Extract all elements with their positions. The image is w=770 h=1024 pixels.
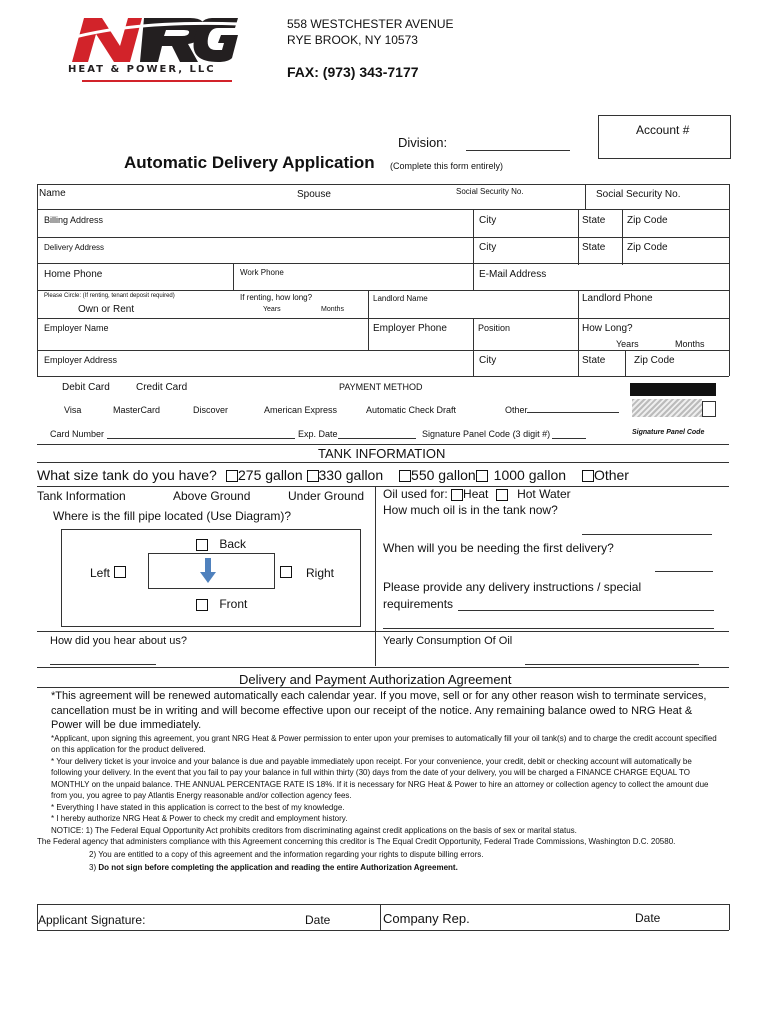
yearly-consumption-label: Yearly Consumption Of Oil bbox=[383, 635, 513, 647]
back-option[interactable] bbox=[196, 537, 246, 551]
oil-amount-field[interactable] bbox=[582, 534, 712, 535]
front-label: Front bbox=[219, 597, 248, 611]
tank-other-checkbox[interactable] bbox=[582, 470, 594, 482]
mastercard-option[interactable]: MasterCard bbox=[113, 405, 161, 415]
tank-275-label: 275 gallon bbox=[238, 467, 303, 483]
logo-subtitle: HEAT & POWER, LLC bbox=[68, 64, 216, 75]
work-phone-field[interactable]: Work Phone bbox=[240, 268, 284, 277]
employer-city-field[interactable]: City bbox=[479, 355, 497, 366]
tank-section-title: TANK INFORMATION bbox=[318, 446, 446, 461]
signature-code-field[interactable] bbox=[552, 438, 586, 439]
billing-zip-field[interactable]: Zip Code bbox=[627, 215, 668, 226]
signature-panel-image bbox=[630, 383, 716, 439]
tank-other-label: Other bbox=[593, 467, 629, 483]
right-label: Right bbox=[306, 566, 335, 580]
agreement-title: Delivery and Payment Authorization Agreement bbox=[239, 672, 512, 687]
amex-option[interactable]: American Express bbox=[264, 405, 338, 415]
tank-1000-checkbox[interactable] bbox=[476, 470, 488, 482]
above-ground-option[interactable]: Above Ground bbox=[173, 489, 251, 503]
address-line-1: 558 WESTCHESTER AVENUE bbox=[287, 17, 454, 31]
right-checkbox[interactable] bbox=[280, 566, 292, 578]
discover-option[interactable]: Discover bbox=[193, 405, 229, 415]
employment-years-label: Years bbox=[616, 339, 639, 349]
signature-top-rule bbox=[37, 904, 729, 905]
tank-section-top-rule bbox=[37, 444, 729, 445]
tank-size-options bbox=[226, 467, 629, 483]
agreement-notice-1: NOTICE: 1) The Federal Equal Opportunity Act prohibits creditors from discriminating against credit applications on the basis of sex or marital status. bbox=[51, 825, 577, 835]
card-magstripe bbox=[630, 383, 716, 396]
signature-right-edge bbox=[729, 904, 730, 930]
hot-water-checkbox[interactable] bbox=[496, 489, 508, 501]
tank-info-label: Tank Information bbox=[37, 489, 126, 503]
tank-550-checkbox[interactable] bbox=[399, 470, 411, 482]
tank-1000-label: 1000 gallon bbox=[493, 467, 567, 483]
fill-pipe-question: Where is the fill pipe located (Use Diagram)? bbox=[53, 509, 292, 523]
tank-330-checkbox[interactable] bbox=[307, 470, 319, 482]
address-line-2: RYE BROOK, NY 10573 bbox=[287, 33, 418, 47]
form-title: Automatic Delivery Application bbox=[124, 153, 375, 172]
home-phone-field[interactable]: Home Phone bbox=[44, 269, 103, 280]
division-field[interactable] bbox=[466, 150, 570, 151]
back-checkbox[interactable] bbox=[196, 539, 208, 551]
ssn-field-2[interactable]: Social Security No. bbox=[596, 189, 681, 200]
employer-address-field[interactable]: Employer Address bbox=[44, 355, 118, 365]
card-signature-strip bbox=[632, 399, 702, 417]
right-option[interactable] bbox=[280, 566, 334, 580]
agreement-notice-2: 2) You are entitled to a copy of this agreement and the information regarding your rights to dispute billing errors. bbox=[89, 849, 484, 859]
signature-code-label: Signature Panel Code (3 digit #) bbox=[422, 429, 551, 439]
card-number-label: Card Number bbox=[50, 429, 105, 439]
please-circle-note: Please Circle: (If renting, tenant deposit required) bbox=[44, 293, 175, 299]
tank-title-rule bbox=[37, 462, 729, 463]
own-or-rent-option[interactable]: Own or Rent bbox=[78, 304, 135, 315]
how-hear-field[interactable] bbox=[50, 664, 156, 665]
instructions-field-1[interactable] bbox=[458, 610, 714, 611]
account-label: Account # bbox=[636, 123, 690, 137]
logo-graphic bbox=[62, 10, 242, 70]
email-field[interactable]: E-Mail Address bbox=[479, 269, 547, 280]
front-option[interactable] bbox=[196, 597, 247, 611]
applicant-signature-field[interactable]: Applicant Signature: bbox=[38, 913, 146, 927]
yearly-consumption-field[interactable] bbox=[525, 664, 699, 665]
instructions-field-2[interactable] bbox=[383, 628, 714, 629]
delivery-state-field[interactable]: State bbox=[582, 242, 606, 253]
first-delivery-question: When will you be needing the first delivery? bbox=[383, 541, 614, 555]
renting-years-label: Years bbox=[263, 306, 281, 313]
oil-used-label: Oil used for: bbox=[383, 487, 448, 501]
notice-3-text: Do not sign before completing the application and reading the entire Authorization Agreement. bbox=[98, 862, 458, 872]
auto-check-option[interactable]: Automatic Check Draft bbox=[366, 405, 457, 415]
exp-date-label: Exp. Date bbox=[298, 429, 338, 439]
agreement-top-rule bbox=[37, 667, 729, 668]
agreement-agency-clause: The Federal agency that administers compliance with this Agreement concerning this creditor is The Equal Credit Opportunity, Federal Trade Commissions, Washington D.C. 20580. bbox=[37, 837, 676, 846]
tank-bottom-rule bbox=[37, 631, 729, 632]
company-date-field[interactable]: Date bbox=[635, 911, 661, 925]
delivery-city-field[interactable]: City bbox=[479, 242, 497, 253]
first-delivery-field[interactable] bbox=[655, 571, 713, 572]
left-option[interactable] bbox=[90, 566, 126, 580]
agreement-credit-check-clause: * I hereby authorize NRG Heat & Power to check my credit and employment history. bbox=[51, 814, 348, 823]
renting-how-long-field[interactable]: If renting, how long? bbox=[240, 293, 313, 302]
ssn-field-1[interactable]: Social Security No. bbox=[456, 187, 524, 196]
agreement-notice-3 bbox=[89, 861, 727, 874]
left-checkbox[interactable] bbox=[114, 566, 126, 578]
hot-water-label: Hot Water bbox=[517, 487, 571, 501]
employer-zip-field[interactable]: Zip Code bbox=[634, 355, 675, 366]
tank-275-checkbox[interactable] bbox=[226, 470, 238, 482]
payment-method-title: PAYMENT METHOD bbox=[339, 382, 423, 392]
left-label: Left bbox=[90, 566, 111, 580]
applicant-date-field[interactable]: Date bbox=[305, 913, 331, 927]
how-hear-question: How did you hear about us? bbox=[50, 635, 187, 647]
spouse-field[interactable]: Spouse bbox=[297, 189, 331, 200]
logo-underline bbox=[82, 80, 232, 82]
oil-used-row bbox=[383, 487, 571, 501]
tank-550-label: 550 gallon bbox=[411, 467, 476, 483]
employer-state-field[interactable]: State bbox=[582, 355, 606, 366]
signature-bottom-rule bbox=[37, 930, 729, 931]
agreement-billing-clause: * Your delivery ticket is your invoice and your balance is due and payable immediately upon receipt. For your convenience, your credit, debit or checking account will automatically be following your delivery. In the event that you fail to pay your balance in full within thirty (30) days from the date of your delivery, you will be charged a FINANCE CHARGE EQUAL TO MONTHLY on the unpaid balance. THE ANNUAL PERCENTAGE RATE IS 18%. If it is necessary for NRG Heat & Power to hire an attorney or collection agency to collect the amount due from you, you agree to pay Atlantis Energy reasonable and/or collection agency fees. bbox=[51, 756, 709, 800]
fill-direction-arrow bbox=[199, 558, 217, 584]
agreement-accuracy-clause: * Everything I have stated in this application is correct to the best of my knowledge. bbox=[51, 802, 345, 812]
agreement-renewal-clause: *This agreement will be renewed automatically each calendar year. If you move, sell or for any other reason wish to terminate services, cancellation must be in writing and will become effective upon our receipt of the notice. Any remaining balance owed to NRG Heat & Power will be due immediately. bbox=[51, 690, 707, 731]
employment-months-label: Months bbox=[675, 339, 705, 349]
under-ground-option[interactable]: Under Ground bbox=[288, 489, 365, 503]
front-checkbox[interactable] bbox=[196, 599, 208, 611]
delivery-instructions-question: Please provide any delivery instructions / special requirements bbox=[383, 580, 642, 611]
agreement-permission-clause: *Applicant, upon signing this agreement, you grant NRG Heat & Power permission to enter upon your premises to automatically fill your oil tank(s) and to charge the credit account specified on this application for the product delivered. bbox=[51, 733, 717, 754]
tank-330-label: 330 gallon bbox=[318, 467, 384, 483]
company-rep-field[interactable]: Company Rep. bbox=[383, 911, 470, 926]
delivery-zip-field[interactable]: Zip Code bbox=[627, 242, 668, 253]
credit-card-option[interactable]: Credit Card bbox=[136, 382, 188, 393]
card-code-box bbox=[702, 401, 716, 417]
division-label: Division: bbox=[398, 135, 448, 150]
employer-phone-field[interactable]: Employer Phone bbox=[373, 323, 447, 334]
card-number-field[interactable] bbox=[107, 438, 295, 439]
name-field[interactable]: Name bbox=[39, 188, 66, 199]
tank-size-question: What size tank do you have? bbox=[37, 467, 217, 483]
notice-3-number: 3) bbox=[89, 862, 97, 872]
account-number-box[interactable] bbox=[598, 115, 731, 159]
other-payment-option[interactable]: Other bbox=[505, 405, 528, 415]
form-title-note: (Complete this form entirely) bbox=[390, 161, 504, 171]
renting-months-label: Months bbox=[321, 306, 344, 313]
heat-checkbox[interactable] bbox=[451, 489, 463, 501]
company-logo bbox=[62, 10, 242, 88]
debit-card-option[interactable]: Debit Card bbox=[62, 382, 110, 393]
position-field[interactable]: Position bbox=[478, 323, 511, 333]
oil-amount-question: How much oil is in the tank now? bbox=[383, 503, 558, 517]
exp-date-field[interactable] bbox=[338, 438, 416, 439]
delivery-address-field[interactable]: Delivery Address bbox=[44, 243, 105, 252]
billing-state-field[interactable]: State bbox=[582, 215, 606, 226]
landlord-phone-field[interactable]: Landlord Phone bbox=[582, 293, 653, 304]
billing-address-field[interactable]: Billing Address bbox=[44, 215, 104, 225]
heat-label: Heat bbox=[463, 487, 489, 501]
agreement-title-rule bbox=[37, 687, 729, 688]
how-long-field[interactable]: How Long? bbox=[582, 323, 633, 334]
agreement-body bbox=[39, 689, 727, 874]
signature-panel-caption: Signature Panel Code bbox=[632, 429, 705, 436]
billing-city-field[interactable]: City bbox=[479, 215, 497, 226]
landlord-name-field[interactable]: Landlord Name bbox=[373, 294, 428, 303]
signature-divider bbox=[380, 904, 381, 930]
fax-number: FAX: (973) 343-7177 bbox=[287, 64, 419, 80]
tank-column-divider bbox=[375, 486, 376, 666]
employer-name-field[interactable]: Employer Name bbox=[44, 323, 109, 333]
visa-option[interactable]: Visa bbox=[64, 405, 82, 415]
other-payment-field[interactable] bbox=[527, 412, 619, 413]
back-label: Back bbox=[219, 537, 247, 551]
